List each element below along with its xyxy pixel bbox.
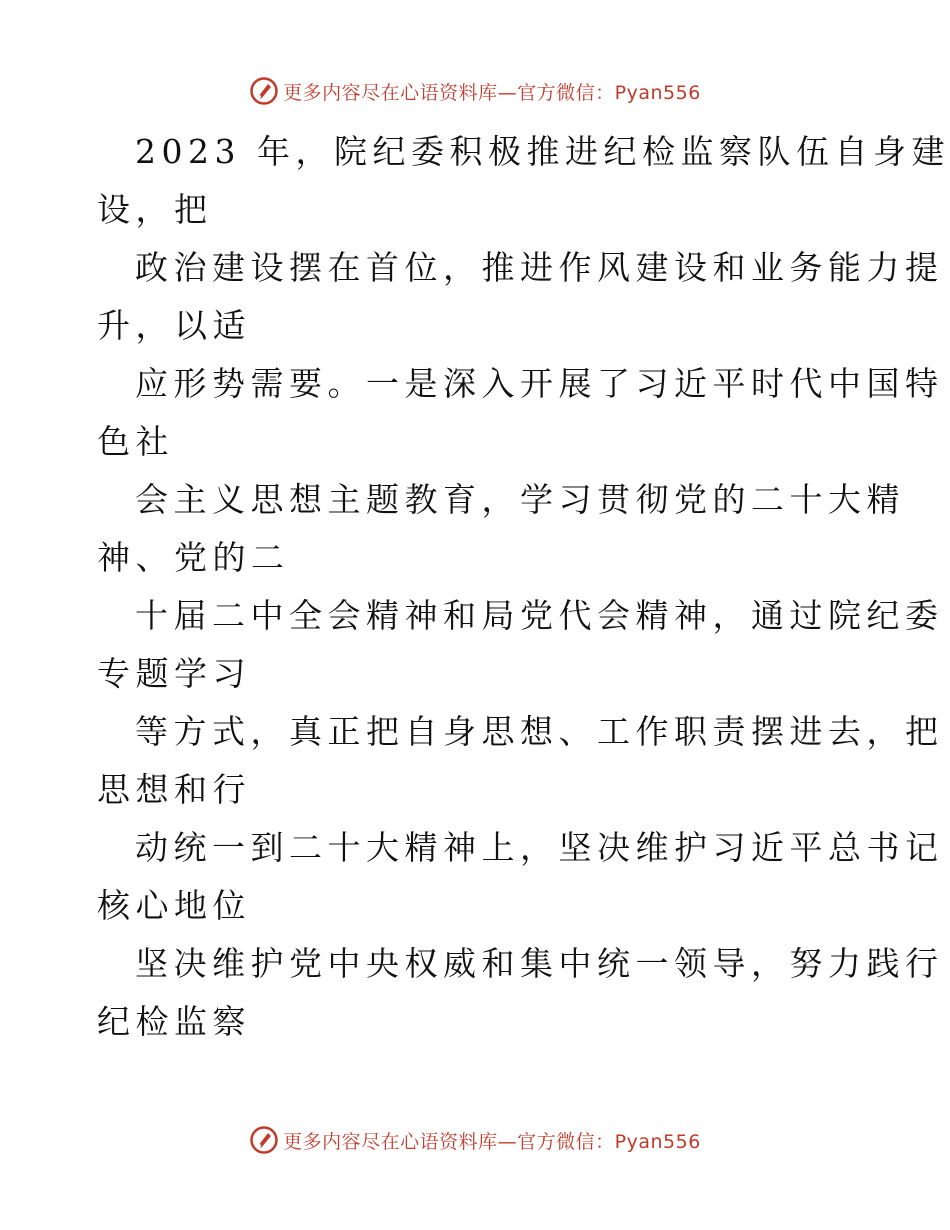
watermark-text: 更多内容尽在心语资料库—官方微信：Pyan556 xyxy=(283,81,701,104)
paragraph-line: 核心地位 xyxy=(97,886,251,925)
watermark-footer xyxy=(0,1120,950,1160)
pen-nib-logo-icon xyxy=(249,1125,279,1155)
paragraph-line: 会主义思想主题教育，学习贯彻党的二十大精 xyxy=(135,480,905,519)
paragraph-line: 等方式，真正把自身思想、工作职责摆进去，把 xyxy=(135,712,944,751)
paragraph-line: 十届二中全会精神和局党代会精神，通过院纪委 xyxy=(135,596,944,635)
paragraph-line: 思想和行 xyxy=(97,770,251,809)
document-body xyxy=(97,123,950,1051)
watermark-header xyxy=(0,71,950,111)
paragraph-line: 应形势需要。一是深入开展了习近平时代中国特 xyxy=(135,364,944,403)
paragraph-line: 色社 xyxy=(97,422,174,461)
paragraph-line: 坚决维护党中央权威和集中统一领导，努力践行 xyxy=(135,944,944,983)
pen-nib-logo-icon xyxy=(249,76,279,106)
watermark-text: 更多内容尽在心语资料库—官方微信：Pyan556 xyxy=(283,1130,701,1153)
paragraph-line: 纪检监察 xyxy=(97,1002,251,1041)
paragraph-line: 政治建设摆在首位，推进作风建设和业务能力提 xyxy=(135,248,944,287)
paragraph-line: 升，以适 xyxy=(97,306,251,345)
paragraph-line: 2023 年，院纪委积极推进纪检监察队伍自身建 xyxy=(135,132,950,171)
paragraph-line: 动统一到二十大精神上，坚决维护习近平总书记 xyxy=(135,828,944,867)
paragraph-line: 设，把 xyxy=(97,190,213,229)
paragraph-line: 专题学习 xyxy=(97,654,251,693)
paragraph-line: 神、党的二 xyxy=(97,538,290,577)
